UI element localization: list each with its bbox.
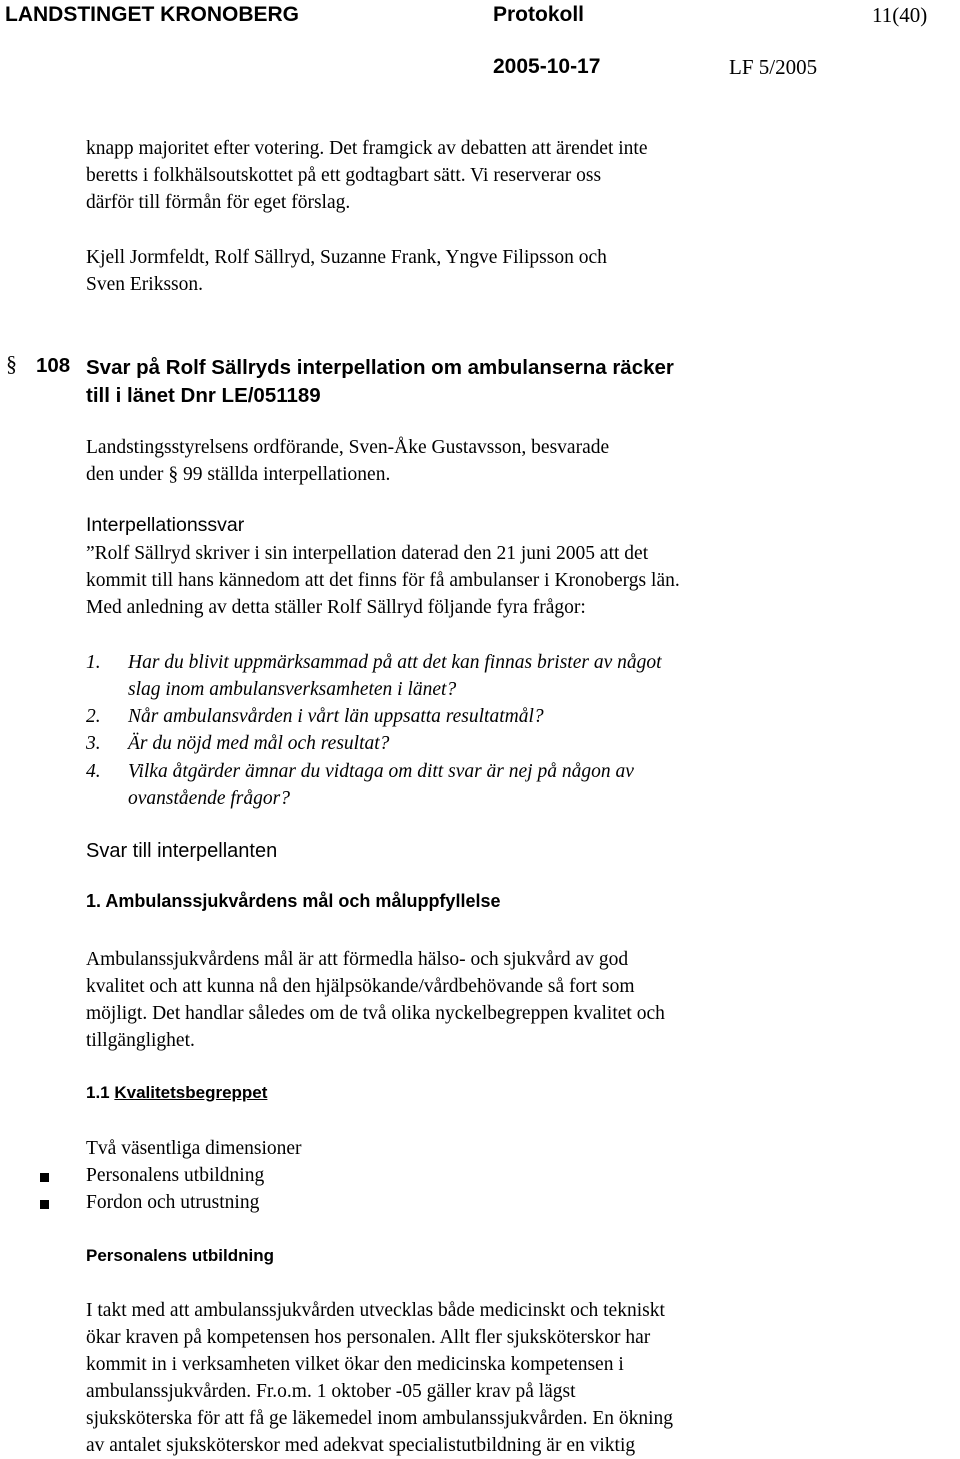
question-text: Är du nöjd med mål och resultat? — [128, 733, 390, 754]
text-line: slag inom ambulansverksamheten i länet? — [128, 679, 457, 700]
goals-paragraph — [86, 946, 665, 1054]
interpellation-text — [86, 540, 680, 621]
signers-paragraph — [86, 244, 607, 298]
text-line: kommit till hans kännedom att det finns för få ambulanser i Kronobergs län. — [86, 570, 680, 591]
text-line: Ambulanssjukvårdens mål är att förmedla hälso- och sjukvård av god — [86, 949, 629, 970]
text-line: kommit in i verksamheten vilket ökar den medicinska kompetensen i — [86, 1354, 624, 1375]
text-line: ambulanssjukvården. Fr.o.m. 1 oktober -05 gäller krav på lägst — [86, 1381, 576, 1402]
question-number: 2. — [86, 706, 101, 727]
subsection-number: 1.1 — [86, 1083, 110, 1102]
document-reference: LF 5/2005 — [729, 55, 818, 79]
interpellation-heading: Interpellationssvar — [86, 514, 245, 536]
text-fragment: 99 ställda interpellationen. — [182, 464, 391, 485]
subsection-title: Kvalitetsbegreppet — [114, 1083, 268, 1102]
section-title — [86, 354, 674, 410]
text-line: möjligt. Det handlar således om de två olika nyckelbegreppen kvalitet och — [86, 1003, 665, 1024]
text-line-with-symbol — [86, 461, 609, 488]
list-item: Personalens utbildning — [86, 1165, 265, 1186]
text-line: Kjell Jormfeldt, Rolf Sällryd, Suzanne Frank, Yngve Filipsson och — [86, 247, 607, 268]
section-symbol: § — [6, 351, 17, 376]
organization-name: LANDSTINGET KRONOBERG — [5, 3, 299, 26]
training-paragraph — [86, 1297, 673, 1459]
text-line: sjuksköterska för att få ge läkemedel inom ambulanssjukvården. En ökning — [86, 1408, 674, 1429]
subsection-heading: 1. Ambulanssjukvårdens mål och måluppfyllelse — [86, 891, 501, 911]
section-title-line: Svar på Rolf Sällryds interpellation om ambulanserna räcker — [86, 356, 674, 379]
intro-paragraph — [86, 135, 647, 216]
text-line: beretts i folkhälsoutskottet på ett godtagbart sätt. Vi reserverar oss — [86, 165, 602, 186]
text-line: därför till förmån för eget förslag. — [86, 192, 351, 213]
question-text — [128, 649, 662, 703]
text-line: Sven Eriksson. — [86, 274, 203, 295]
text-line: Vilka åtgärder ämnar du vidtaga om ditt svar är nej på någon av — [128, 761, 634, 782]
text-line: ovanstående frågor? — [128, 788, 290, 809]
text-line: ”Rolf Sällryd skriver i sin interpellation daterad den 21 juni 2005 att det — [86, 543, 649, 564]
text-line: ökar kraven på kompetensen hos personalen. Allt fler sjuksköterskor har — [86, 1327, 651, 1348]
question-number: 3. — [86, 733, 101, 754]
document-date: 2005-10-17 — [493, 55, 601, 78]
section-intro — [86, 434, 609, 488]
training-heading: Personalens utbildning — [86, 1246, 274, 1265]
page-number: 11(40) — [872, 3, 928, 27]
question-text: Når ambulansvården i vårt län uppsatta resultatmål? — [128, 706, 544, 727]
square-bullet-icon — [40, 1173, 49, 1182]
square-bullet-icon — [40, 1200, 49, 1209]
text-line: tillgänglighet. — [86, 1030, 195, 1051]
text-line: knapp majoritet efter votering. Det framgick av debatten att ärendet inte — [86, 138, 648, 159]
text-line: kvalitet och att kunna nå den hjälpsökande/vårdbehövande så fort som — [86, 976, 635, 997]
question-number: 4. — [86, 761, 101, 782]
text-line: av antalet sjuksköterskor med adekvat specialistutbildning är en viktig — [86, 1435, 636, 1456]
list-item: Fordon och utrustning — [86, 1192, 260, 1213]
section-symbol-inline: § — [168, 464, 179, 485]
section-title-line: till i länet Dnr LE/051189 — [86, 384, 321, 407]
text-line: Med anledning av detta ställer Rolf Sällryd följande fyra frågor: — [86, 597, 586, 618]
text-line: Landstingsstyrelsens ordförande, Sven-Åke Gustavsson, besvarade — [86, 437, 610, 458]
section-number: 108 — [36, 354, 71, 377]
text-fragment: den under — [86, 464, 164, 485]
subsection-heading-1-1 — [86, 1083, 267, 1103]
answer-heading: Svar till interpellanten — [86, 840, 278, 862]
question-text — [128, 758, 634, 812]
dimensions-intro: Två väsentliga dimensioner — [86, 1138, 302, 1159]
text-line: I takt med att ambulanssjukvården utvecklas både medicinskt och tekniskt — [86, 1300, 665, 1321]
text-line: Har du blivit uppmärksammad på att det kan finnas brister av något — [128, 652, 662, 673]
document-type: Protokoll — [493, 3, 585, 26]
question-number: 1. — [86, 652, 101, 673]
